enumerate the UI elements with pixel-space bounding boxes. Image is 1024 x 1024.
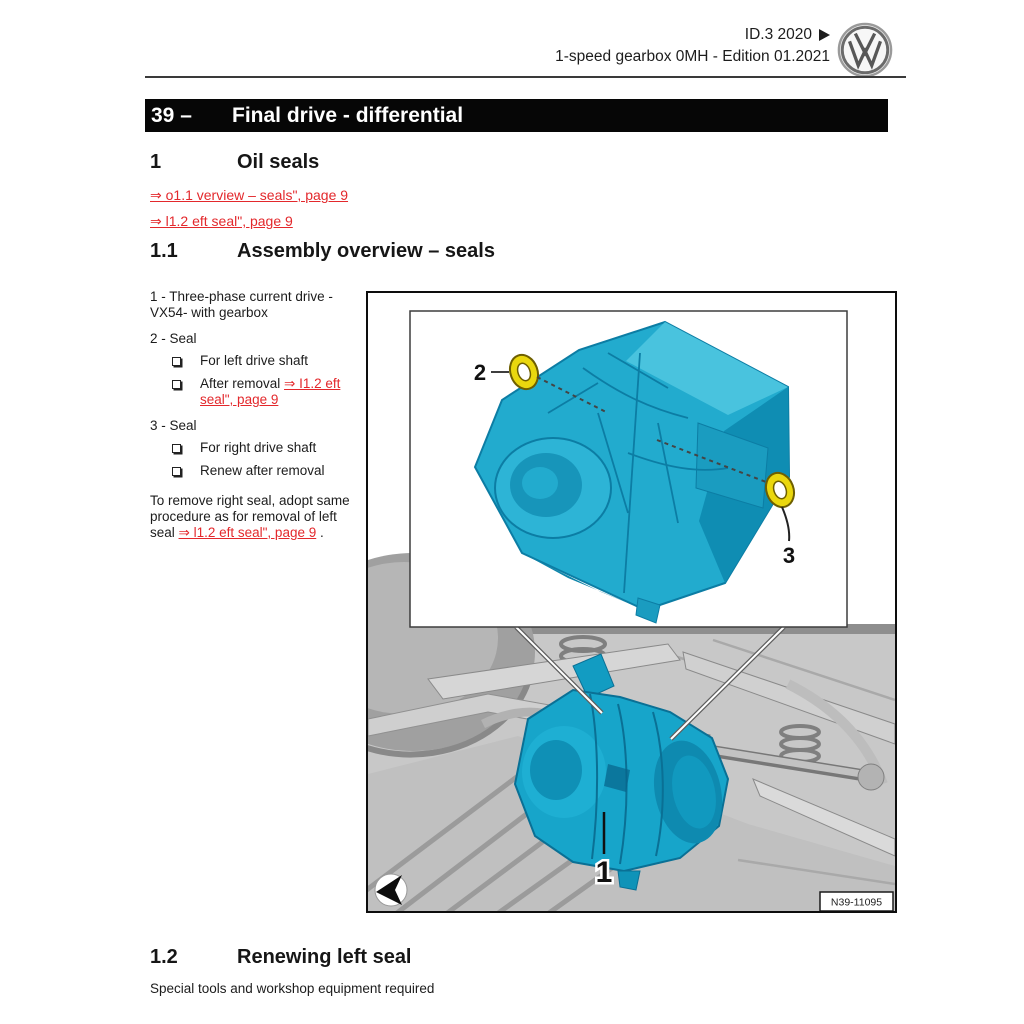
legend-item-2-sub-1: For left drive shaft (150, 353, 364, 370)
assembly-figure (366, 291, 897, 913)
callout-2-label: 2 (473, 360, 487, 385)
pointer-arrow-icon (819, 29, 830, 41)
direction-of-travel-icon (375, 874, 407, 906)
heading-renewing-left-seal: 1.2 Renewing left seal (150, 946, 412, 968)
legend-item-3-sub-1: For right drive shaft (150, 440, 364, 457)
figure-ref-label: N39-11095 (830, 896, 883, 909)
header-divider (145, 76, 906, 78)
figure-ref-box (820, 892, 893, 911)
callout-3-label: 3 (782, 543, 796, 568)
cross-reference-link[interactable]: ⇒ o1.1 verview – seals", page 9 (150, 187, 349, 203)
legend-item-2-sub-2: After removal ⇒ I1.2 eft seal", page 9 (150, 376, 364, 408)
callout-1-label: 1 (595, 856, 613, 889)
figure-legend (150, 289, 364, 540)
checkbox-bullet-icon (172, 376, 200, 408)
section-number: 39 – (151, 103, 192, 127)
header-model: ID.3 2020 (744, 26, 812, 43)
heading-oil-seals: 1 Oil seals (150, 151, 320, 173)
checkbox-bullet-icon (172, 353, 200, 370)
cross-reference-link[interactable]: ⇒ l1.2 eft seal", page 9 (150, 213, 293, 229)
cross-reference-link[interactable]: ⇒ l1.2 eft seal", page 9 (178, 524, 317, 540)
section-title-bar (145, 99, 888, 132)
page-header (555, 24, 830, 68)
cross-reference-link[interactable]: ⇒ I1.2 eft seal", page 9 (200, 376, 341, 407)
heading-assembly-overview: 1.1 Assembly overview – seals (150, 240, 495, 262)
legend-item-1: 1 - Three-phase current drive -VX54- with gearbox (150, 289, 333, 320)
toc-link-left-seal (150, 213, 293, 230)
header-subtitle: 1-speed gearbox 0MH - Edition 01.2021 (555, 48, 830, 65)
toc-link-overview-seals (150, 187, 348, 204)
special-tools-text: Special tools and workshop equipment required (150, 981, 435, 996)
vw-logo (836, 21, 894, 79)
legend-item-2: 2 - Seal (150, 331, 197, 346)
figure-artwork (368, 293, 895, 911)
checkbox-bullet-icon (172, 463, 200, 480)
legend-item-3: 3 - Seal (150, 418, 197, 433)
legend-item-3-sub-2: Renew after removal (150, 463, 364, 480)
legend-note: To remove right seal, adopt same procedure as for removal of left seal ⇒ l1.2 eft seal", page 9 . (150, 493, 350, 540)
section-title: Final drive - differential (232, 103, 464, 127)
checkbox-bullet-icon (172, 440, 200, 457)
